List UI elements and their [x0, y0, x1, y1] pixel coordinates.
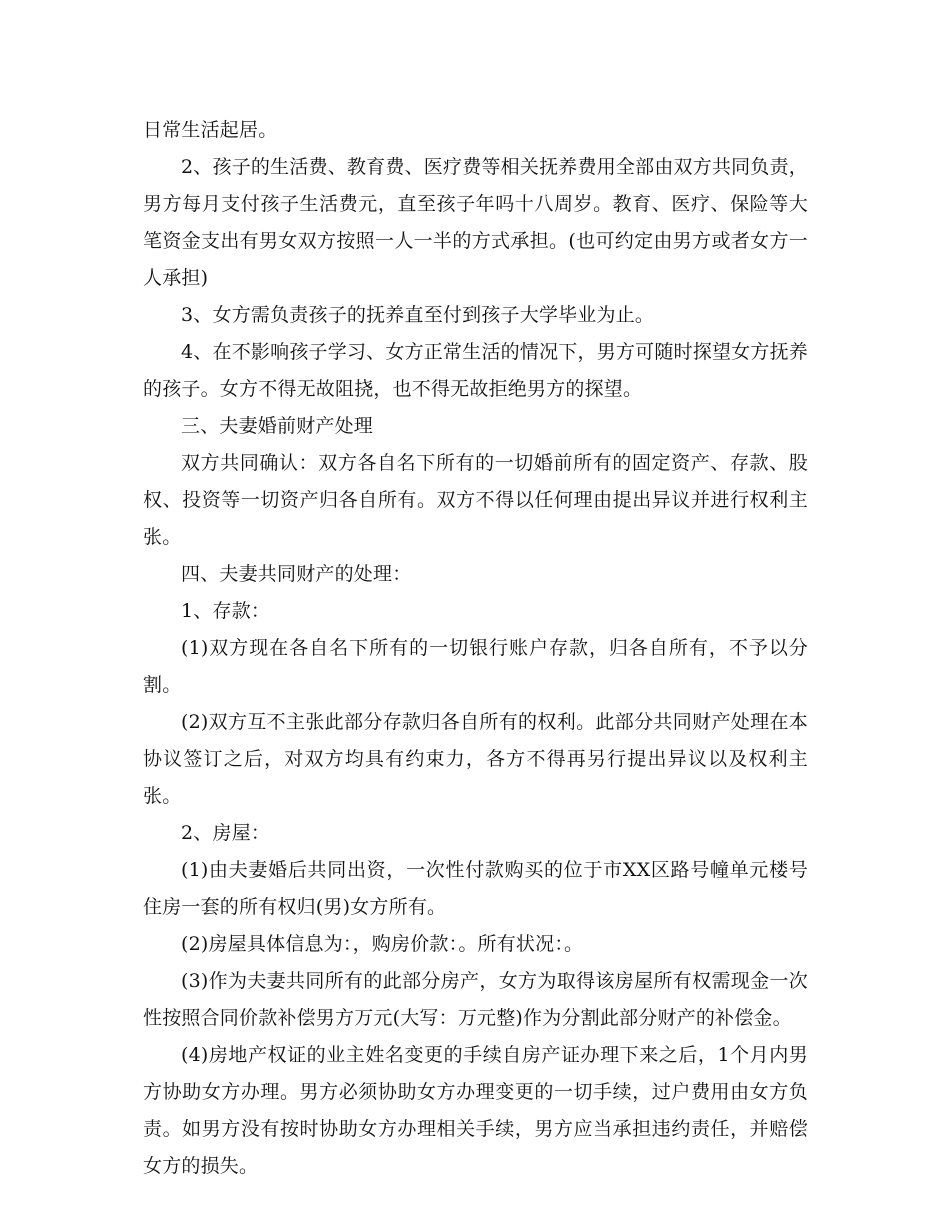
paragraph-house-1: (1)由夫妻婚后共同出资，一次性付款购买的位于市XX区路号幢单元楼号住房一套的所有权归(男)女方所有。 — [143, 859, 808, 918]
section-heading-premarital-property: 三、夫妻婚前财产处理 — [181, 415, 374, 437]
subheading-house: 2、房屋： — [181, 822, 271, 844]
subheading-deposits: 1、存款： — [181, 600, 271, 622]
paragraph-visitation: 4、在不影响孩子学习、女方正常生活的情况下，男方可随时探望女方抚养的孩子。女方不得无故阻挠，也不得无故拒绝男方的探望。 — [143, 341, 808, 400]
paragraph-child-support: 2、孩子的生活费、教育费、医疗费等相关抚养费用全部由双方共同负责，男方每月支付孩子生活费元，直至孩子年吗十八周岁。教育、医疗、保险等大笔资金支出有男女双方按照一人一半的方式承担。(也可约定由男方或者女方一人承担) — [143, 156, 808, 289]
section-heading-joint-property: 四、夫妻共同财产的处理： — [181, 563, 412, 585]
paragraph-house-4: (4)房地产权证的业主姓名变更的手续自房产证办理下来之后，1个月内男方协助女方办理。男方必须协助女方办理变更的一切手续，过户费用由女方负责。如男方没有按时协助女方办理相关手续，男方应当承担违约责任，并赔偿女方的损失。 — [143, 1044, 808, 1177]
paragraph-deposits-2: (2)双方互不主张此部分存款归各自所有的权利。此部分共同财产处理在本协议签订之后，对双方均具有约束力，各方不得再另行提出异议以及权利主张。 — [143, 711, 808, 807]
paragraph-continuation: 日常生活起居。 — [143, 119, 278, 141]
paragraph-house-2: (2)房屋具体信息为：，购房价款：。所有状况：。 — [181, 933, 584, 955]
document-body — [143, 112, 808, 1185]
paragraph-premarital-confirmation: 双方共同确认：双方各自名下所有的一切婚前所有的固定资产、存款、股权、投资等一切资产归各自所有。双方不得以任何理由提出异议并进行权利主张。 — [143, 452, 808, 548]
paragraph-mother-raising: 3、女方需负责孩子的抚养直至付到孩子大学毕业为止。 — [181, 304, 655, 326]
paragraph-house-3: (3)作为夫妻共同所有的此部分房产，女方为取得该房屋所有权需现金一次性按照合同价款补偿男方万元(大写：万元整)作为分割此部分财产的补偿金。 — [143, 970, 808, 1029]
paragraph-deposits-1: (1)双方现在各自名下所有的一切银行账户存款，归各自所有，不予以分割。 — [143, 637, 808, 696]
